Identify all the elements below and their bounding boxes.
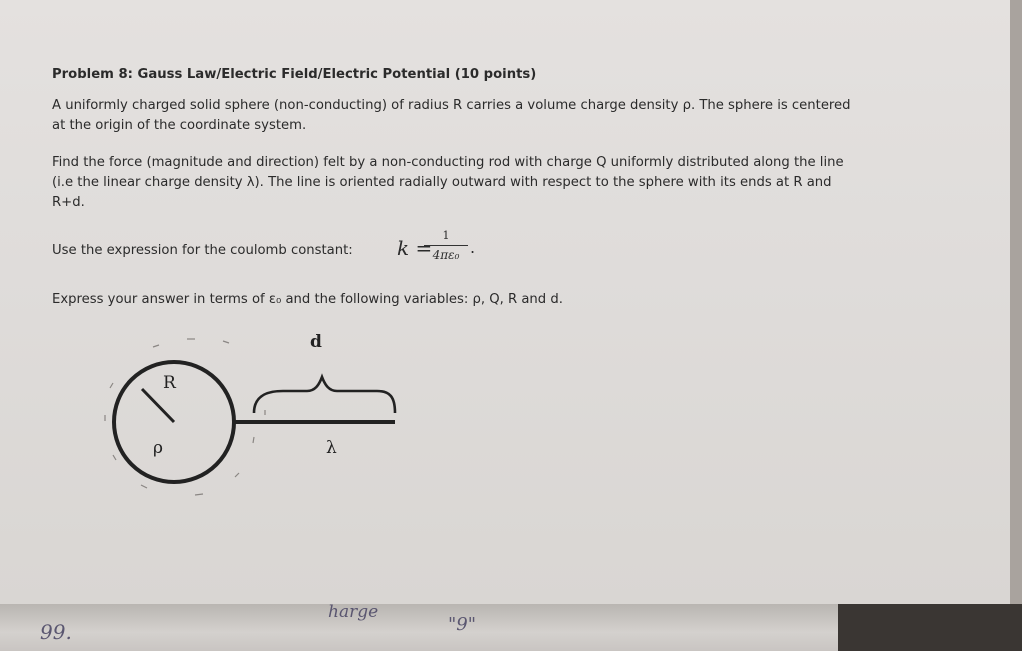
label-lambda: λ bbox=[326, 438, 337, 458]
label-R: R bbox=[163, 373, 176, 393]
problem-title: Problem 8: Gauss Law/Electric Field/Electric Potential (10 points) bbox=[52, 67, 537, 82]
fraction-numerator: 1 bbox=[442, 229, 450, 242]
length-brace bbox=[254, 377, 395, 413]
page-edge bbox=[1010, 0, 1022, 604]
handwritten-center: harge bbox=[328, 602, 379, 622]
background-dark-area bbox=[838, 604, 1022, 651]
coulomb-prompt: Use the expression for the coulomb constant: bbox=[52, 243, 353, 258]
period: . bbox=[470, 238, 476, 257]
problem-question: Find the force (magnitude and direction) felt by a non-conducting rod with charge Q uniformly distributed along the line (i.e the linear charge density λ). The line is oriented radially outward with respect to the sphere with its ends at R and R+d. bbox=[52, 155, 844, 210]
problem-statement: A uniformly charged solid sphere (non-conducting) of radius R carries a volume charge density ρ. The sphere is centered at the origin of the coordinate system. bbox=[52, 98, 851, 133]
fraction-denominator: 4πε₀ bbox=[432, 248, 460, 262]
label-d: d bbox=[310, 332, 322, 352]
coulomb-fraction bbox=[424, 230, 468, 262]
radius-line bbox=[142, 389, 174, 422]
k-variable: k bbox=[397, 236, 410, 260]
equals-sign: = bbox=[415, 236, 433, 260]
express-prompt: Express your answer in terms of ε₀ and the following variables: ρ, Q, R and d. bbox=[52, 292, 563, 307]
fraction-bar bbox=[424, 245, 468, 246]
label-rho: ρ bbox=[153, 438, 163, 458]
handwritten-right: "9" bbox=[448, 614, 477, 635]
sphere-rod-diagram bbox=[95, 325, 415, 505]
handwritten-left: 99. bbox=[40, 620, 72, 644]
